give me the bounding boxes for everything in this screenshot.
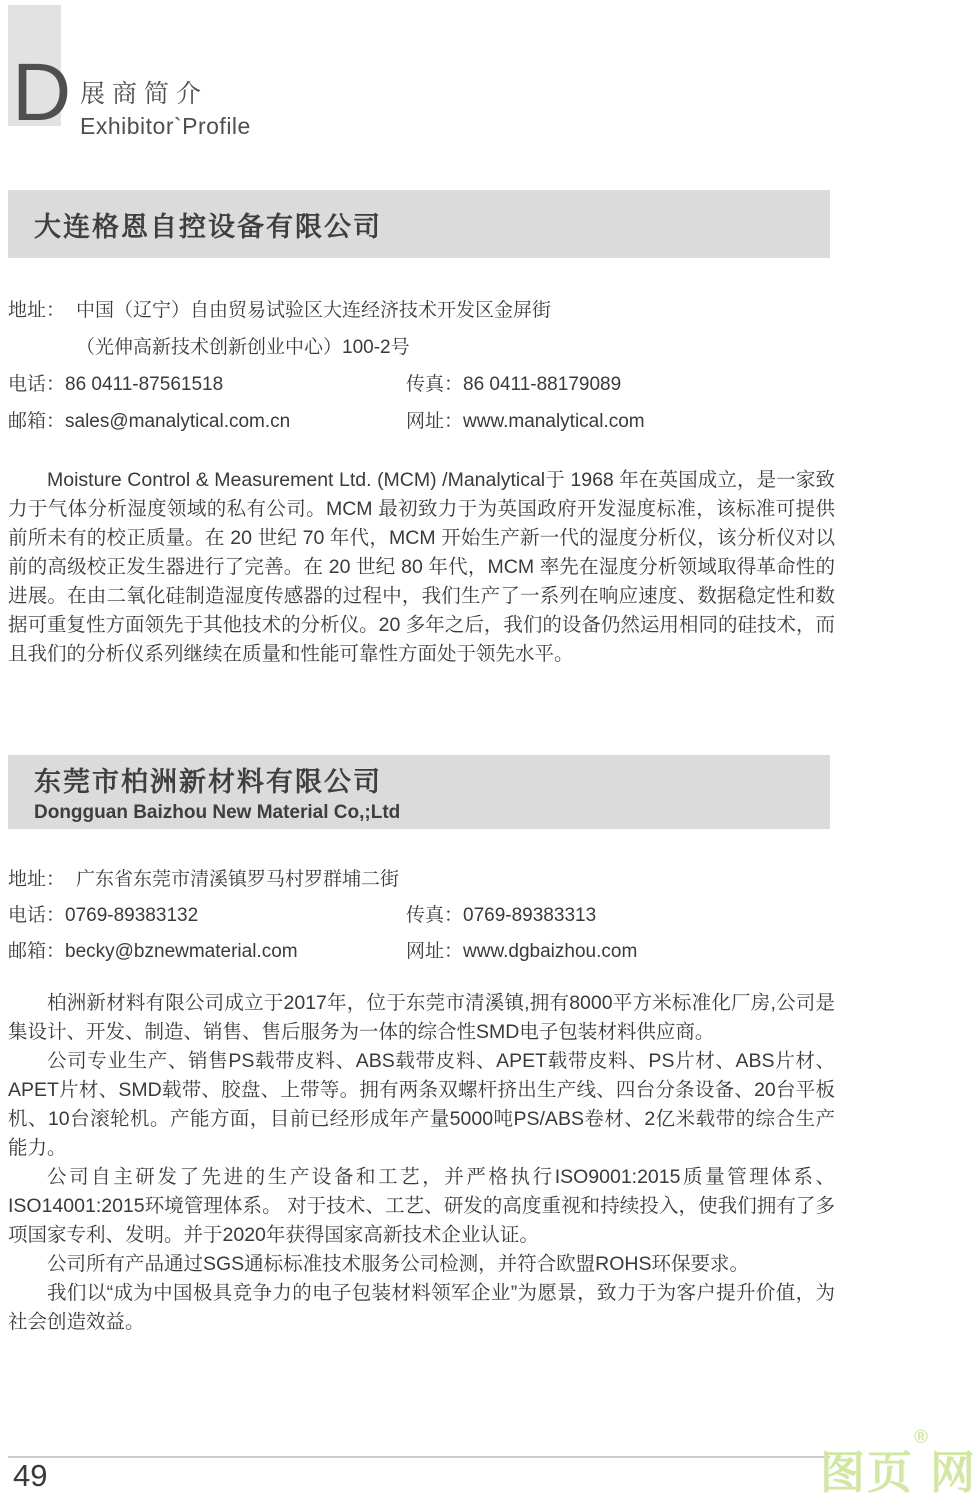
exhibitor2-address-row <box>8 862 832 898</box>
exhibitor2-phone <box>8 898 406 934</box>
exhibitor2-name-en: Dongguan Baizhou New Material Co,;Ltd <box>34 802 401 823</box>
section-letter-block <box>8 5 72 138</box>
exhibitor2-name-zh: 东莞市柏洲新材料有限公司 <box>34 767 382 797</box>
section-letter: D <box>12 47 72 138</box>
exhibitor1-email <box>8 403 406 440</box>
exhibitor2-website <box>406 934 832 970</box>
exhibitor1-name-zh: 大连格恩自控设备有限公司 <box>34 211 382 242</box>
exhibitor1-address-value <box>76 292 551 366</box>
email-value: becky@bznewmaterial.com <box>65 941 298 962</box>
exhibitor1-name-banner <box>8 190 830 258</box>
watermark <box>819 1427 977 1501</box>
section-title-en: Exhibitor`Profile <box>80 113 251 139</box>
paragraph: 柏洲新材料有限公司成立于2017年，位于东莞市清溪镇,拥有8000平方米标准化厂房,公司是集设计、开发、制造、销售、售后服务为一体的综合性SMD电子包装材料供应商。 <box>8 992 835 1043</box>
phone-value: 0769-89383132 <box>65 905 199 926</box>
paragraph: 我们以“成为中国极具竞争力的电子包装材料领军企业”为愿景，致力于为客户提升价值，为社会创造效益。 <box>8 1282 835 1333</box>
address-label: 地址： <box>8 869 66 890</box>
exhibitor2-address-value: 广东省东莞市清溪镇罗马村罗群埔二街 <box>76 869 400 890</box>
exhibitor2-name-banner <box>8 755 830 829</box>
section-title-zh: 展商简介 <box>80 80 209 108</box>
paragraph: Moisture Control & Measurement Ltd. (MCM) /Manalytical于 1968 年在英国成立，是一家致力于气体分析湿度领域的私有公司。MCM 最初致力于为英国政府开发湿度标准，该标准可提供前所未有的校正质量。在 20 世纪 70 年代，MCM 开始生产新一代的湿度分析仪，该分析仪对以前的高级校正发生器进行了完善。在 20 世纪 80 年代，MCM 率先在湿度分析领域取得革命性的进展。在由二氧化硅制造湿度传感器的过程中，我们生产了一系列在响应速度、数据稳定性和数据可重复性方面领先于其他技术的分析仪。20 多年之后，我们的设备仍然运用相同的硅技术，而且我们的分析仪系列继续在质量和性能可靠性方面处于领先水平。 <box>8 469 835 665</box>
website-value: www.manalytical.com <box>463 411 645 432</box>
exhibitor2-email <box>8 934 406 970</box>
email-label: 邮箱： <box>8 941 66 962</box>
section-header <box>80 74 251 140</box>
footer-divider <box>8 1456 830 1458</box>
exhibitor2-fax <box>406 898 832 934</box>
fax-value: 0769-89383313 <box>463 905 597 926</box>
phone-value: 86 0411-87561518 <box>65 374 224 395</box>
email-label: 邮箱： <box>8 411 66 432</box>
website-value: www.dgbaizhou.com <box>463 941 638 962</box>
exhibitor2-description <box>8 989 835 1337</box>
exhibitor1-phone <box>8 366 406 403</box>
exhibitor1-phone-fax-row <box>8 366 832 403</box>
exhibitor1-description <box>8 466 835 669</box>
address-line-2: （光伸高新技术创新创业中心）100-2号 <box>76 337 410 358</box>
fax-label: 传真： <box>406 374 464 395</box>
exhibitor1-fax <box>406 366 832 403</box>
exhibitor1-contact-info <box>8 292 832 440</box>
watermark-text-left: 图页 <box>819 1447 914 1498</box>
exhibitor2-email-web-row <box>8 934 832 970</box>
registered-trademark-icon: ® <box>913 1427 930 1448</box>
fax-label: 传真： <box>406 905 464 926</box>
exhibitor1-website <box>406 403 832 440</box>
exhibitor1-email-web-row <box>8 403 832 440</box>
phone-label: 电话： <box>8 905 66 926</box>
paragraph: 公司自主研发了先进的生产设备和工艺，并严格执行ISO9001:2015质量管理体系、ISO14001:2015环境管理体系。 对于技术、工艺、研发的高度重视和持续投入，使我们拥有了多项国家专利、发明。并于2020年获得国家高新技术企业认证。 <box>8 1166 835 1246</box>
address-label: 地址： <box>8 300 66 321</box>
website-label: 网址： <box>406 941 464 962</box>
exhibitor1-address-row <box>8 292 832 366</box>
exhibitor2-phone-fax-row <box>8 898 832 934</box>
paragraph: 公司专业生产、销售PS载带皮料、ABS载带皮料、APET载带皮料、PS片材、ABS片材、APET片材、SMD载带、胶盘、上带等。拥有两条双螺杆挤出生产线、四台分条设备、20台平板机、10台滚轮机。产能方面，目前已经形成年产量5000吨PS/ABS卷材、2亿米载带的综合生产能力。 <box>8 1050 835 1159</box>
exhibitor2-contact-info <box>8 862 832 970</box>
email-value: sales@manalytical.com.cn <box>65 411 291 432</box>
website-label: 网址： <box>406 411 464 432</box>
phone-label: 电话： <box>8 374 66 395</box>
watermark-text-right: 网 <box>929 1447 977 1498</box>
paragraph: 公司所有产品通过SGS通标标准技术服务公司检测，并符合欧盟ROHS环保要求。 <box>47 1253 750 1275</box>
fax-value: 86 0411-88179089 <box>463 374 622 395</box>
page-number: 49 <box>13 1458 48 1493</box>
address-line-1: 中国（辽宁）自由贸易试验区大连经济技术开发区金屏街 <box>76 300 552 321</box>
